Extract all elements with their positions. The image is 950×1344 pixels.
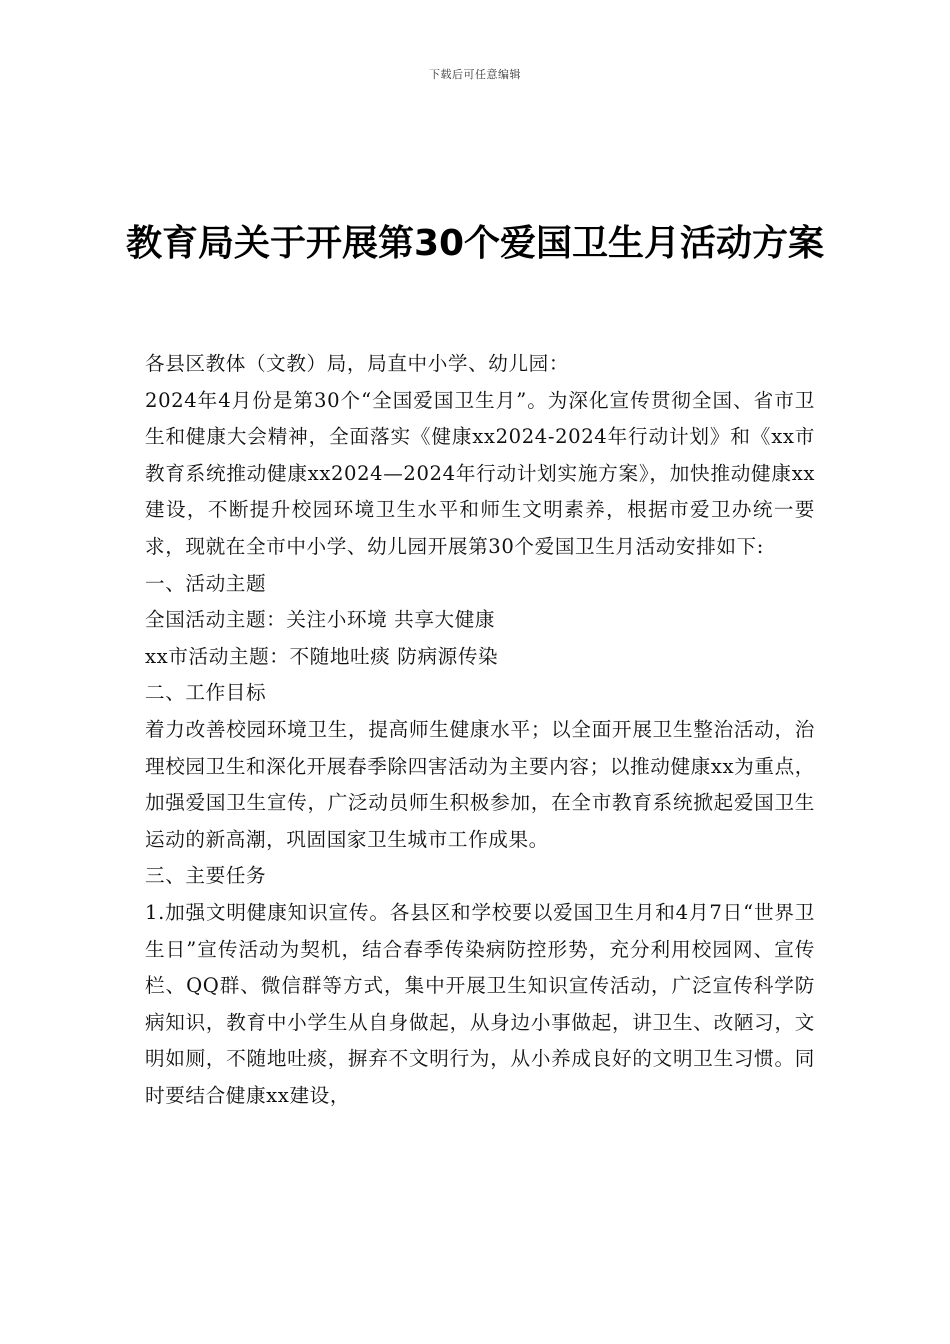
document-title: 教育局关于开展第30个爱国卫生月活动方案 [125, 223, 825, 264]
salutation: 各县区教体（文教）局，局直中小学、幼儿园： [145, 352, 570, 375]
section-heading-goals: 二、工作目标 [145, 681, 267, 705]
document-body [145, 346, 815, 1114]
intro-paragraph: 2024年4月份是第30个“全国爱国卫生月”。为深化宣传贯彻全国、省市卫生和健康大会精神，全面落实《健康xx2024-2024年行动计划》和《xx市教育系统推动健康xx2024—2024年行动计划实施方案》，加快推动健康xx建设，不断提升校园环境卫生水平和师生文明素养，根据市爱卫办统一要求，现就在全市中小学、幼儿园开展第30个爱国卫生月活动安排如下: [145, 388, 815, 558]
section-heading-theme: 一、活动主题 [145, 571, 267, 595]
goals-paragraph: 着力改善校园环境卫生，提高师生健康水平；以全面开展卫生整治活动，治理校园卫生和深化开展春季除四害活动为主要内容；以推动健康xx为重点，加强爱国卫生宣传，广泛动员师生积极参加，在全市教育系统掀起爱国卫生运动的新高潮，巩固国家卫生城市工作成果。 [145, 717, 815, 851]
section-heading-tasks: 三、主要任务 [145, 864, 267, 888]
city-theme: xx市活动主题：不随地吐痰 防病源传染 [145, 644, 499, 668]
header-note: 下载后可任意编辑 [429, 68, 521, 81]
task-1-paragraph: 1.加强文明健康知识宣传。各县区和学校要以爱国卫生月和4月7日“世界卫生日”宣传活动为契机，结合春季传染病防控形势，充分利用校园网、宣传栏、QQ群、微信群等方式，集中开展卫生知识宣传活动，广泛宣传科学防病知识，教育中小学生从自身做起，从身边小事做起，讲卫生、改陋习，文明如厕，不随地吐痰，摒弃不文明行为，从小养成良好的文明卫生习惯。同时要结合健康xx建设， [145, 900, 815, 1107]
national-theme: 全国活动主题：关注小环境 共享大健康 [145, 608, 496, 632]
